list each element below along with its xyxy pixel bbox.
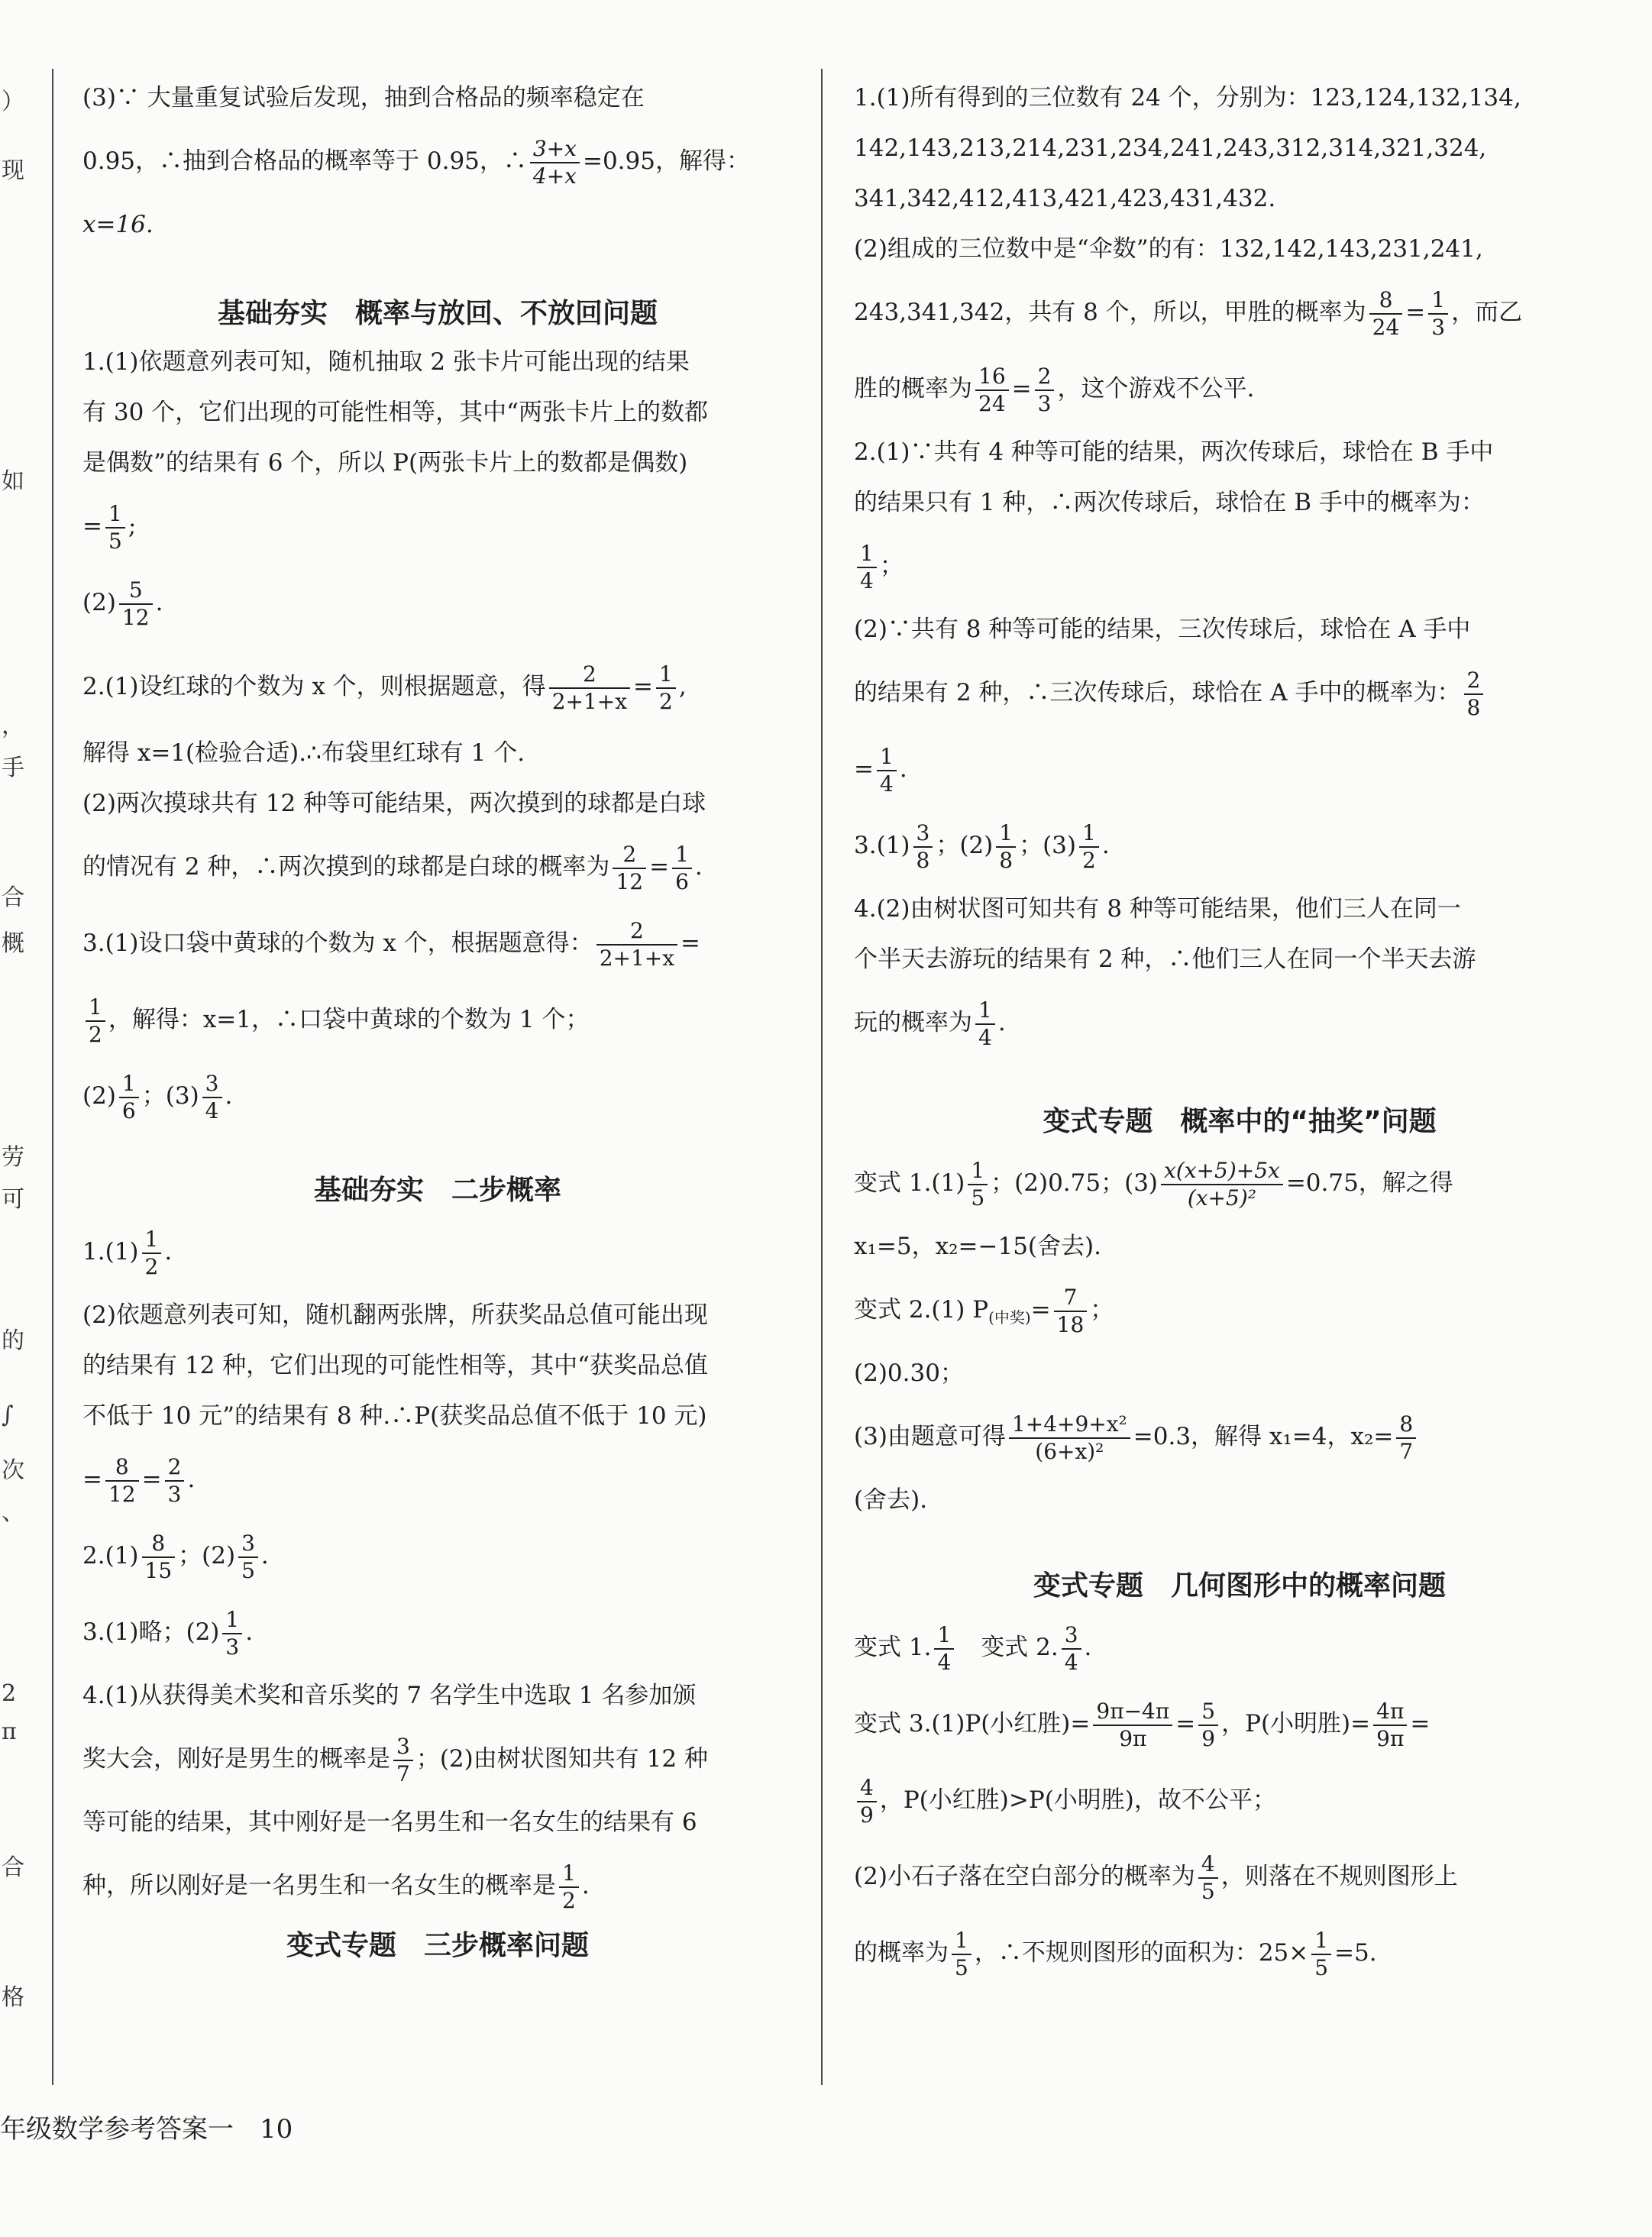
fraction: $\frac{1}{5}$ [105,503,125,552]
text-line: 142,143,213,214,231,234,241,243,312,314,321,324, [854,134,1487,162]
fraction: $\frac{1}{2}$ [142,1228,162,1278]
fraction: $\frac{3}{5}$ [238,1532,258,1582]
text-line: 的结果有 12 种，它们出现的可能性相等，其中“获奖品总值 [82,1352,708,1379]
fraction: $\frac{2}{3}$ [1035,365,1055,415]
text-line: 玩的概率为 $\frac{1}{4}$ . [854,997,1006,1050]
text-line: (2)组成的三位数中是“伞数”的有：132,142,143,231,241, [854,235,1483,263]
text-line: 的概率为 $\frac{1}{5}$ ，∴不规则图形的面积为：25× $\frac{1}{5}$ =5. [854,1928,1377,1980]
fraction: $\frac{2}{8}$ [1464,669,1484,719]
fraction: $\frac{1}{2}$ [1079,822,1099,871]
margin-char: 的 [2,1327,24,1354]
text-line: 变式 1. $\frac{1}{4}$ 变式 2. $\frac{3}{4}$ . [854,1622,1092,1675]
fraction: $\frac{\text{1+4+9+x²}}{\text{(6+x)²}}$ [1009,1413,1130,1463]
text-line: $\frac{1}{4}$ ； [854,528,1625,604]
fraction: $\frac{1}{4}$ [934,1624,954,1673]
text-line: = $\frac{8}{12}$ = $\frac{2}{3}$ . [82,1454,196,1507]
fraction: $\frac{8}{12}$ [105,1456,139,1505]
text-line: 的情况有 2 种，∴两次摸到的球都是白球的概率为 $\frac{2}{12}$ = $\frac{1}{6}$ . [82,842,703,894]
margin-char: 可 [2,1186,24,1213]
margin-char: 手 [2,755,24,781]
fraction: $\frac{2}{2+1+x}$ [549,663,630,713]
section-title: 变式专题 概率中的“抽奖”问题 [1043,1106,1437,1137]
text-line: $\frac{4}{9}$ ，P(小红胜)>P(小明胜)，故不公平； [854,1762,1625,1838]
fraction: $\frac{2}{12}$ [613,843,646,893]
text-line: 变式 1.(1) $\frac{1}{5}$ ；(2)0.75；(3) $\frac{x(x+5)+5x}{\text{(x+5)²}}$ =0.75，解之得 [854,1158,1453,1211]
fraction: $\frac{1}{4}$ [877,745,897,795]
text-line: $\frac{1}{2}$ ，解得：x=1，∴口袋中黄球的个数为 1 个； [82,981,793,1058]
section-title: 基础夯实 概率与放回、不放回问题 [217,298,658,329]
fraction: $\frac{3}{4}$ [202,1072,222,1122]
text-line: 2.(1)设红球的个数为 x 个，则根据题意，得 $\frac{2}{2+1+x}$ = $\frac{1}{2}$ , [82,661,687,714]
fraction: $\frac{1}{3}$ [1428,289,1448,338]
text-line: 3.(1)设口袋中黄球的个数为 x 个，根据题意得： $\frac{2}{2+1+x}$ = [82,918,701,971]
fraction: $\frac{1}{6}$ [672,843,692,893]
fraction: $\frac{9\pi-4\pi}{9\pi}$ [1093,1700,1172,1750]
margin-char: 2 [2,1680,17,1707]
fraction: $\frac{3}{4}$ [1062,1624,1081,1673]
fraction: $\frac{1}{4}$ [975,999,995,1049]
fraction: $\frac{4}{5}$ [1198,1853,1218,1902]
right-column [854,73,1625,1991]
text-line: 4.(2)由树状图可知共有 8 种等可能结果，他们三人在同一 [854,895,1461,923]
section-title: 变式专题 三步概率问题 [286,1930,589,1961]
fraction: $\frac{8}{7}$ [1396,1413,1416,1463]
text-line: 243,341,342，共有 8 个，所以，甲胜的概率为 $\frac{8}{24}$ = $\frac{1}{3}$ ，而乙 [854,287,1523,340]
margin-char: 概 [2,930,24,957]
left-rule [52,69,53,2085]
fraction: $\frac{1}{5}$ [968,1159,988,1209]
left-column [82,73,793,1968]
text-line: 不低于 10 元”的结果有 8 种.∴P(获奖品总值不低于 10 元) [82,1402,707,1430]
text-line: 是偶数”的结果有 6 个，所以 P(两张卡片上的数都是偶数) [82,449,688,477]
text-line: 1.(1) $\frac{1}{2}$ . [82,1227,173,1279]
center-rule [821,69,823,2085]
text-line: (2) $\frac{1}{6}$ ；(3) $\frac{3}{4}$ . [82,1071,233,1123]
text-line: (2) $\frac{5}{12}$ . [82,577,163,630]
text-line: (2)∵共有 8 种等可能的结果，三次传球后，球恰在 A 手中 [854,616,1471,643]
text-line: x₁=5，x₂=−15(舍去). [854,1233,1101,1260]
page-footer: 年级数学参考答案一 10 [0,2114,293,2145]
fraction: $\frac{5}{12}$ [119,579,153,629]
text-line: (2)0.30； [854,1359,964,1387]
text-line: (3)∵ 大量重复试验后发现，抽到合格品的频率稳定在 [82,84,645,112]
text-line: 2.(1) $\frac{8}{15}$ ；(2) $\frac{3}{5}$ . [82,1531,269,1583]
text-line: 的结果只有 1 种，∴两次传球后，球恰在 B 手中的概率为： [854,489,1485,516]
fraction: $\frac{x(x+5)+5x}{\text{(x+5)²}}$ [1161,1159,1283,1209]
left-margin-fragments [0,0,46,2237]
text-line: 变式 2.(1) $P_{(中奖)}=$ $\frac{7}{18}$ ； [854,1285,1114,1337]
fraction: $\frac{4}{9}$ [857,1776,877,1826]
text-line: x=16. [82,211,154,238]
margin-char: π [2,1718,17,1745]
text-line: 3.(1) $\frac{3}{8}$ ；(2) $\frac{1}{8}$ ；(3) $\frac{1}{2}$ . [854,820,1110,873]
text-line: = $\frac{1}{5}$ ; [82,501,137,554]
text-line: (3)由题意可得 $\frac{\text{1+4+9+x²}}{\text{(6+x)²}}$ =0.3，解得 x₁=4，x₂= $\frac{8}{7}$ [854,1398,1625,1475]
fraction: $\frac{3+x}{4+x}$ [530,137,580,187]
margin-char: 如 [2,468,24,495]
text-line: 1.(1)依题意列表可知，随机抽取 2 张卡片可能出现的结果 [82,348,690,376]
text-line: 等可能的结果，其中刚好是一名男生和一名女生的结果有 6 [82,1809,697,1836]
fraction: $\frac{4\pi}{9\pi}$ [1373,1700,1407,1750]
text-line: (2)依题意列表可知，随机翻两张牌，所获奖品总值可能出现 [82,1301,708,1329]
text-line: 种，所以刚好是一名男生和一名女生的概率是 $\frac{1}{2}$ . [82,1860,590,1913]
fraction: $\frac{7}{18}$ [1054,1286,1088,1336]
text-line: 的结果有 2 种，∴三次传球后，球恰在 A 手中的概率为： $\frac{2}{8}$ [854,655,1625,731]
fraction: $\frac{1}{5}$ [1311,1929,1331,1979]
text-line: 1.(1)所有得到的三位数有 24 个，分别为：123,124,132,134, [854,84,1521,112]
text-line: 变式 3.(1)P(小红胜)= $\frac{9\pi-4\pi}{9\pi}$ = $\frac{5}{9}$ ，P(小明胜)= $\frac{4\pi}{9\pi}$ = [854,1699,1431,1751]
text-line: 解得 x=1(检验合适).∴布袋里红球有 1 个. [82,739,525,767]
fraction: $\frac{1}{6}$ [119,1072,139,1122]
text-line: (2)小石子落在空白部分的概率为 $\frac{4}{5}$ ，则落在不规则图形上 [854,1851,1458,1904]
margin-char: 现 [2,157,24,184]
fraction: $\frac{16}{24}$ [975,365,1009,415]
fraction: $\frac{3}{7}$ [393,1735,413,1785]
fraction: $\frac{5}{9}$ [1198,1700,1218,1750]
margin-char: 合 [2,1854,24,1881]
margin-char: 次 [2,1457,24,1484]
text-line: 4.(1)从获得美术奖和音乐奖的 7 名学生中选取 1 名参加颁 [82,1682,697,1709]
text-line: 有 30 个，它们出现的可能性相等，其中“两张卡片上的数都 [82,399,708,426]
margin-char: 合 [2,884,24,911]
fraction: $\frac{2}{2+1+x}$ [596,920,677,969]
fraction: $\frac{1}{2}$ [559,1862,579,1912]
text-line: 3.(1)略；(2) $\frac{1}{3}$ . [82,1607,254,1660]
margin-char: ） [2,89,24,115]
section-title: 变式专题 几何图形中的概率问题 [1033,1570,1446,1602]
fraction: $\frac{1}{4}$ [857,542,877,592]
fraction: $\frac{3}{8}$ [913,822,933,871]
margin-char: 、 [2,1499,24,1526]
fraction: $\frac{1}{3}$ [222,1608,242,1658]
fraction: $\frac{1}{8}$ [996,822,1016,871]
margin-char: ∫ [2,1401,14,1428]
text-line: 奖大会，刚好是男生的概率是 $\frac{3}{7}$ ；(2)由树状图知共有 12 种 [82,1734,708,1786]
section-title: 基础夯实 二步概率 [313,1175,561,1206]
text-line: 341,342,412,413,421,423,431,432. [854,185,1276,212]
margin-char: 格 [2,1984,24,2011]
fraction: $\frac{8}{15}$ [142,1532,176,1582]
text-line: (2)两次摸球共有 12 种等可能结果，两次摸到的球都是白球 [82,790,706,817]
margin-char: 劳 [2,1144,24,1171]
text-line: = $\frac{1}{4}$ . [854,744,907,797]
margin-char: ， [2,713,24,739]
fraction: $\frac{8}{24}$ [1369,289,1403,338]
text-line: 个半天去游玩的结果有 2 种，∴他们三人在同一个半天去游 [854,946,1476,973]
fraction: $\frac{1}{2}$ [656,663,676,713]
text-line: 0.95，∴抽到合格品的概率等于 0.95，∴ $\frac{3+x}{4+x}$ =0.95，解得： [82,136,750,189]
fraction: $\frac{1}{2}$ [86,996,105,1046]
text-line: 胜的概率为 $\frac{16}{24}$ = $\frac{2}{3}$ ，这个游戏不公平. [854,364,1255,416]
text-line: 2.(1)∵共有 4 种等可能的结果，两次传球后，球恰在 B 手中 [854,438,1494,466]
fraction: $\frac{1}{5}$ [952,1929,971,1979]
fraction: $\frac{2}{3}$ [165,1456,185,1505]
text-line: (舍去). [854,1486,928,1514]
